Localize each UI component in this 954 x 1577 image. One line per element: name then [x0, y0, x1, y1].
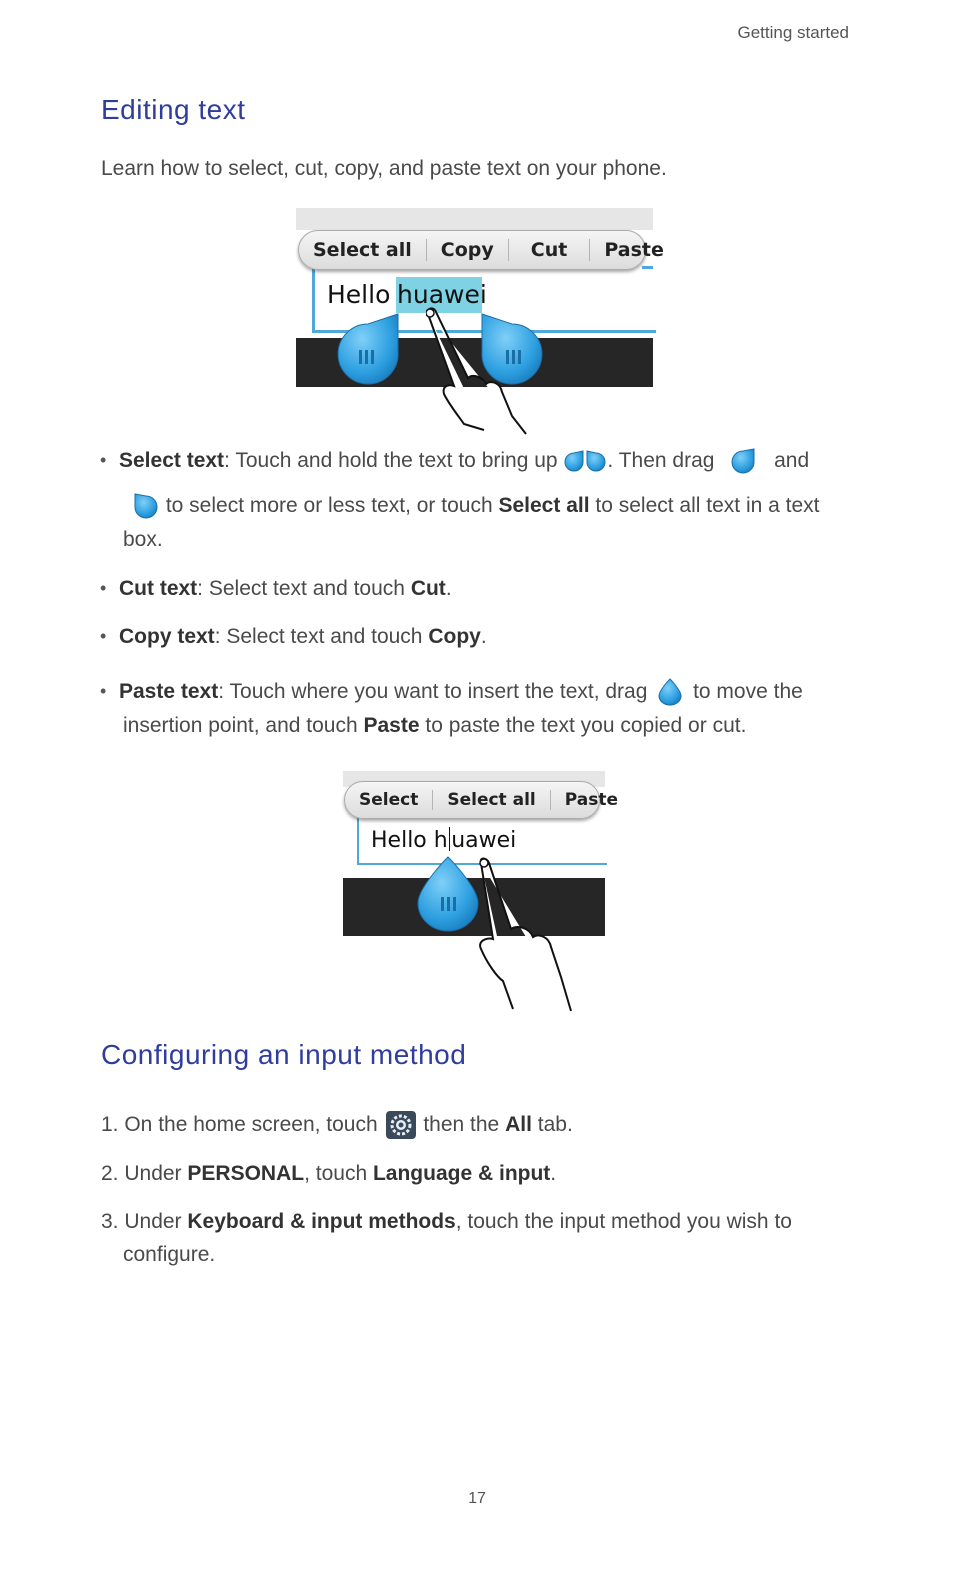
step2-personal-bold: PERSONAL: [187, 1162, 305, 1185]
step3-keyboard-bold: Keyboard & input methods: [187, 1210, 456, 1233]
menu2-paste[interactable]: Paste: [564, 790, 618, 810]
paste-text-figure: [343, 771, 618, 1011]
left-selection-handle-icon[interactable]: [336, 312, 402, 390]
bullet-paste-text: [119, 675, 803, 708]
step1-all-bold: All: [505, 1113, 532, 1136]
cut-text-part1: : Select text and touch: [197, 577, 411, 600]
field2-text-b: uawei: [451, 828, 517, 853]
left-handle-icon: [720, 447, 768, 475]
field-text-hello: Hello: [327, 280, 391, 309]
select-text-part5: to select all text in a text: [589, 494, 820, 517]
text-cursor: [449, 827, 451, 851]
pointing-hand-icon-2: [471, 857, 581, 1013]
select-all-bold: Select all: [498, 494, 590, 517]
step2-language-bold: Language & input: [372, 1162, 551, 1185]
menu-paste[interactable]: Paste: [604, 239, 664, 261]
step-3: [101, 1205, 792, 1238]
insertion-handle-icon: [653, 678, 687, 706]
right-handle-icon: [132, 492, 160, 520]
selection-handles-icon: [563, 449, 607, 473]
bullet-cut-text: [119, 572, 452, 605]
cut-bold: Cut: [410, 577, 446, 600]
select-text-part2: . Then drag: [607, 449, 721, 472]
field2-text: [371, 827, 516, 853]
settings-gear-icon: [384, 1110, 418, 1140]
step2-part1: 2. Under: [101, 1162, 188, 1185]
step-2: [101, 1157, 556, 1190]
step1-part3: tab.: [531, 1113, 573, 1136]
paste-text-part4: to paste the text you copied or cut.: [419, 714, 747, 737]
menu2-select[interactable]: Select: [345, 790, 433, 810]
select-text-figure: [296, 208, 664, 433]
figure-top-bar: [296, 208, 653, 230]
bullet-select-text-line2: [132, 489, 820, 522]
pointing-hand-icon: [426, 306, 536, 436]
paste-text-part3: insertion point, and touch: [123, 714, 364, 737]
step3-part2: , touch the input method you wish to: [455, 1210, 792, 1233]
step1-part1: 1. On the home screen, touch: [101, 1113, 384, 1136]
field2-text-a: Hello h: [371, 828, 448, 853]
menu-cut[interactable]: Cut: [509, 239, 591, 261]
section-title-configuring: Configuring an input method: [101, 1039, 467, 1070]
bullet-select-text: [119, 444, 809, 477]
field-text-selected: huawei: [397, 280, 487, 309]
editing-intro: Learn how to select, cut, copy, and paste text on your phone.: [101, 157, 667, 180]
cut-text-part2: .: [445, 577, 452, 600]
field-edge: [642, 266, 653, 269]
step3-part3: configure.: [123, 1243, 216, 1266]
bullet-copy-text: [119, 620, 487, 653]
copy-text-part1: : Select text and touch: [214, 625, 429, 648]
running-header: Getting started: [737, 23, 849, 42]
paste-text-part2: to move the: [687, 680, 803, 703]
step-1: [101, 1108, 573, 1141]
menu-copy[interactable]: Copy: [427, 239, 509, 261]
select-text-label: Select text: [119, 449, 225, 472]
paste-bold: Paste: [363, 714, 420, 737]
select-text-part3: and: [768, 449, 810, 472]
select-text-part6: box.: [123, 528, 163, 551]
copy-text-part2: .: [480, 625, 487, 648]
select-text-part1: : Touch and hold the text to bring up: [224, 449, 564, 472]
step2-part3: .: [550, 1162, 557, 1185]
section-title-editing: Editing text: [101, 94, 246, 125]
copy-text-label: Copy text: [119, 625, 215, 648]
menu2-select-all[interactable]: Select all: [433, 790, 550, 810]
context-menu-2: [344, 781, 618, 819]
page-number: 17: [468, 1490, 486, 1507]
step2-part2: , touch: [304, 1162, 373, 1185]
bullet-paste-text-line2: [123, 709, 746, 742]
cut-text-label: Cut text: [119, 577, 198, 600]
paste-text-label: Paste text: [119, 680, 219, 703]
context-menu: [298, 230, 664, 270]
step1-part2: then the: [417, 1113, 506, 1136]
menu-select-all[interactable]: Select all: [299, 239, 427, 261]
copy-bold: Copy: [428, 625, 481, 648]
select-text-part4: to select more or less text, or touch: [160, 494, 499, 517]
step3-part1: 3. Under: [101, 1210, 188, 1233]
paste-text-part1: : Touch where you want to insert the text, drag: [218, 680, 654, 703]
